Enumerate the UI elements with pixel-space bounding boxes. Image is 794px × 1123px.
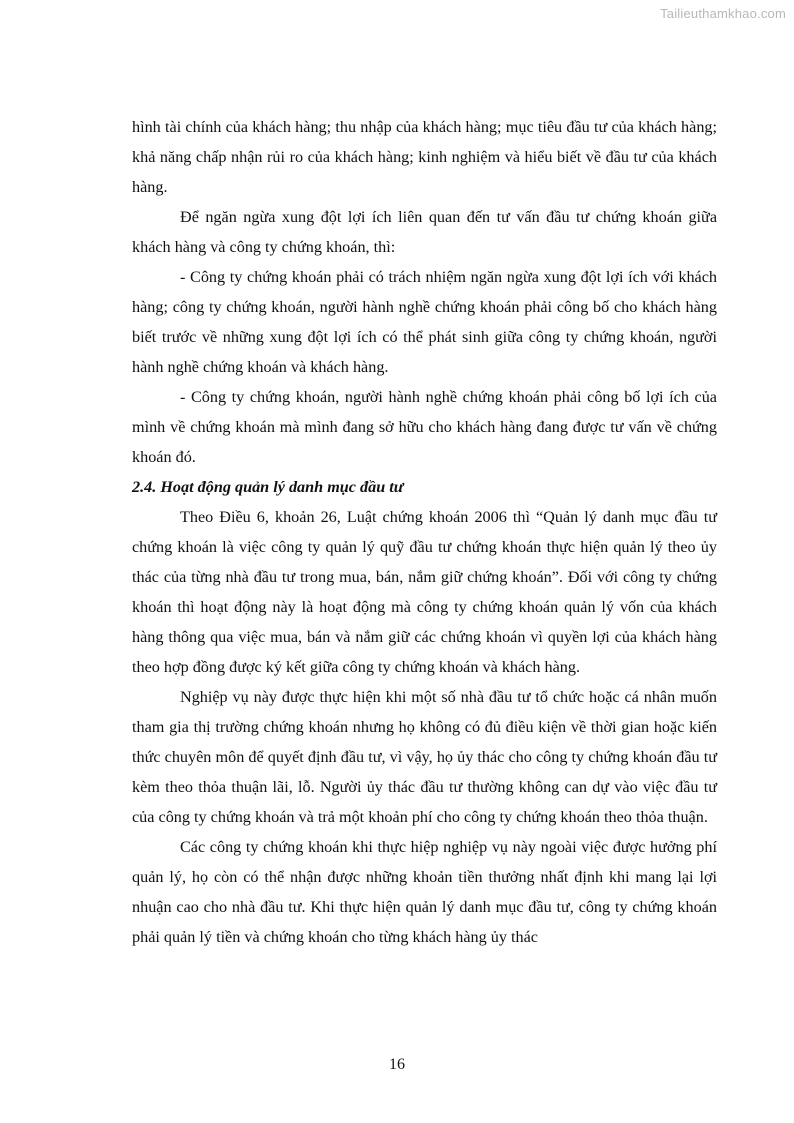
document-body	[132, 112, 717, 952]
paragraph-7: Các công ty chứng khoán khi thực hiệp nghiệp vụ này ngoài việc được hưởng phí quản lý, họ còn có thể nhận được những khoản tiền thưởng nhất định khi mang lại lợi nhuận cao cho nhà đầu tư. Khi thực hiện quản lý danh mục đầu tư, công ty chứng khoán phải quản lý tiền và chứng khoán cho từng khách hàng ủy thác	[132, 838, 717, 946]
page-number: 16	[389, 1056, 405, 1073]
section-heading: 2.4. Hoạt động quản lý danh mục đầu tư	[132, 478, 404, 496]
paragraph-4: - Công ty chứng khoán, người hành nghề chứng khoán phải công bố lợi ích của mình về chứng khoán mà mình đang sở hữu cho khách hàng đang được tư vấn về chứng khoán đó.	[132, 388, 717, 466]
paragraph-6: Nghiệp vụ này được thực hiện khi một số nhà đầu tư tổ chức hoặc cá nhân muốn tham gia thị trường chứng khoán nhưng họ không có đủ điều kiện về thời gian hoặc kiến thức chuyên môn để quyết định đầu tư, vì vậy, họ ủy thác cho công ty chứng khoán đầu tư kèm theo thỏa thuận lãi, lỗ. Người ủy thác đầu tư thường không can dự vào việc đầu tư của công ty chứng khoán và trả một khoản phí cho công ty chứng khoán theo thỏa thuận.	[132, 688, 717, 826]
paragraph-5: Theo Điều 6, khoản 26, Luật chứng khoán 2006 thì “Quản lý danh mục đầu tư chứng khoán là việc công ty quản lý quỹ đầu tư chứng khoán thực hiện quản lý theo ủy thác của từng nhà đầu tư trong mua, bán, nắm giữ chứng khoán”. Đối với công ty chứng khoán thì hoạt động này là hoạt động mà công ty chứng khoán quản lý vốn của khách hàng thông qua việc mua, bán và nắm giữ các chứng khoán vì quyền lợi của khách hàng theo hợp đồng được ký kết giữa công ty chứng khoán và khách hàng.	[132, 508, 717, 676]
paragraph-2: Để ngăn ngừa xung đột lợi ích liên quan đến tư vấn đầu tư chứng khoán giữa khách hàng và công ty chứng khoán, thì:	[132, 208, 717, 256]
paragraph-1: hình tài chính của khách hàng; thu nhập của khách hàng; mục tiêu đầu tư của khách hàng; khả năng chấp nhận rủi ro của khách hàng; kinh nghiệm và hiểu biết về đầu tư của khách hàng.	[132, 118, 717, 196]
watermark: Tailieuthamkhao.com	[660, 6, 786, 21]
paragraph-3: - Công ty chứng khoán phải có trách nhiệm ngăn ngừa xung đột lợi ích với khách hàng; công ty chứng khoán, người hành nghề chứng khoán phải công bố cho khách hàng biết trước về những xung đột lợi ích có thể phát sinh giữa công ty chứng khoán, người hành nghề chứng khoán và khách hàng.	[132, 268, 717, 376]
